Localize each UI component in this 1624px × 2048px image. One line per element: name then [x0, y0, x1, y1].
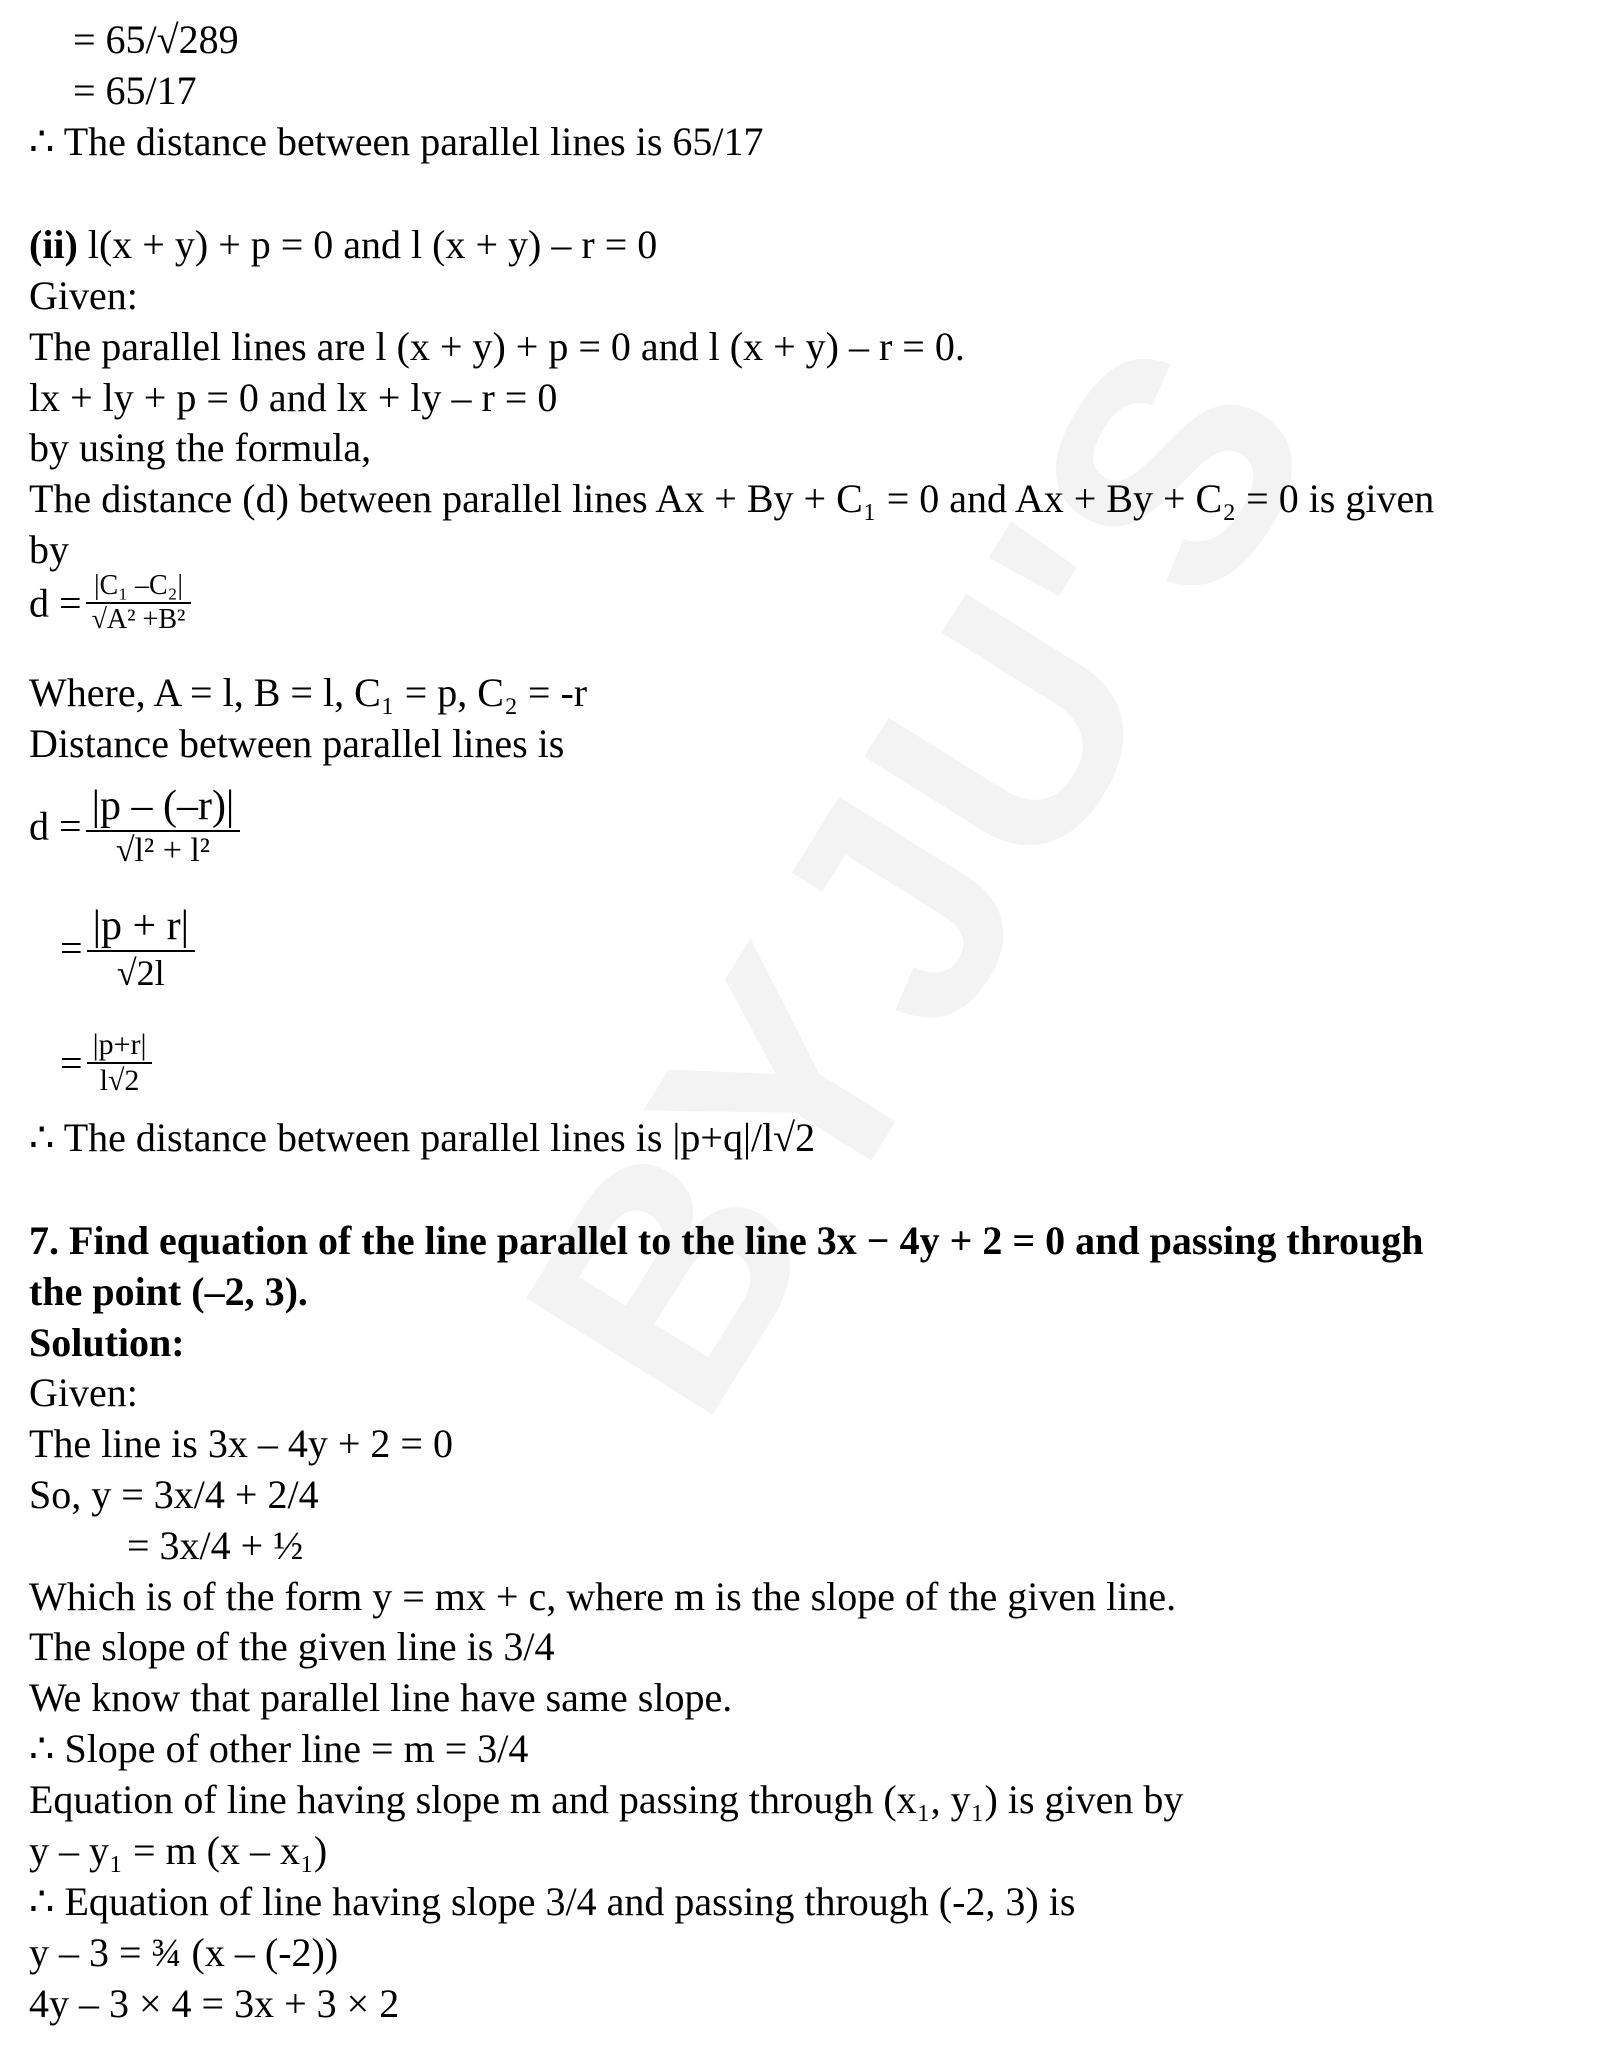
- subpart-equation: l(x + y) + p = 0 and l (x + y) – r = 0: [87, 222, 658, 267]
- text-line: lx + ly + p = 0 and lx + ly – r = 0: [29, 375, 558, 420]
- text-line: y – 3 = ¾ (x – (-2)): [29, 1930, 339, 1975]
- text-line: The distance (d) between parallel lines Ax + By + C₁ = 0 and Ax + By + C₂ = 0 is given: [29, 476, 1435, 521]
- text-line: The line is 3x – 4y + 2 = 0: [29, 1421, 453, 1466]
- formula-lhs: d =: [29, 803, 82, 849]
- text-line: Given:: [29, 273, 138, 318]
- question-heading: the point (–2, 3).: [29, 1269, 308, 1314]
- text-line: = 65/17: [73, 68, 197, 113]
- text-line: = 65/√289: [73, 17, 239, 62]
- text-line: Given:: [29, 1370, 138, 1415]
- text-line: = 3x/4 + ½: [127, 1523, 304, 1568]
- formula-denominator: l√2: [87, 1062, 153, 1098]
- text-line: ∴ The distance between parallel lines is |p+q|/l√2: [29, 1115, 816, 1160]
- distance-calculation-step: [60, 902, 195, 994]
- distance-formula: [29, 570, 191, 636]
- text-line: The slope of the given line is 3/4: [29, 1624, 555, 1669]
- formula-fraction: [86, 782, 241, 870]
- text-line: Equation of line having slope m and passing through (x₁, y₁) is given by: [29, 1777, 1184, 1822]
- formula-lhs: =: [60, 925, 83, 971]
- formula-denominator: √2l: [87, 950, 196, 994]
- formula-denominator: √l² + l²: [86, 830, 241, 870]
- formula-denominator: √A² +B²: [86, 602, 192, 636]
- formula-lhs: =: [60, 1040, 83, 1086]
- subpart-heading: [29, 220, 657, 270]
- formula-numerator: |p – (–r)|: [91, 783, 235, 829]
- formula-numerator: |p+r|: [92, 1028, 147, 1061]
- question-heading: 7. Find equation of the line parallel to the line 3x − 4y + 2 = 0 and passing through: [29, 1218, 1424, 1263]
- text-line: So, y = 3x/4 + 2/4: [29, 1472, 319, 1517]
- distance-calculation-step: [60, 1028, 152, 1098]
- text-line: Which is of the form y = mx + c, where m is the slope of the given line.: [29, 1574, 1177, 1619]
- formula-numerator: |p + r|: [92, 903, 190, 949]
- text-line: by: [29, 527, 69, 572]
- formula-fraction: [86, 570, 192, 636]
- text-line: Distance between parallel lines is: [29, 721, 565, 766]
- subpart-label: (ii): [29, 222, 78, 267]
- formula-fraction: [87, 902, 196, 994]
- text-line: ∴ Equation of line having slope 3/4 and passing through (-2, 3) is: [29, 1879, 1076, 1924]
- formula-lhs: d =: [29, 580, 82, 626]
- watermark: [451, 277, 1388, 1472]
- text-line: 4y – 3 × 4 = 3x + 3 × 2: [29, 1981, 400, 2026]
- solution-heading: Solution:: [29, 1320, 185, 1365]
- text-line: y – y₁ = m (x – x₁): [29, 1828, 328, 1873]
- distance-calculation: [29, 782, 240, 870]
- text-line: We know that parallel line have same slope.: [29, 1675, 733, 1720]
- formula-numerator: |C₁ –C₂|: [93, 570, 184, 601]
- text-line: ∴ Slope of other line = m = 3/4: [29, 1726, 529, 1771]
- text-line: Where, A = l, B = l, C₁ = p, C₂ = -r: [29, 670, 588, 715]
- text-line: by using the formula,: [29, 425, 372, 470]
- text-line: ∴ The distance between parallel lines is 65/17: [29, 119, 764, 164]
- formula-fraction: [87, 1028, 153, 1098]
- text-line: The parallel lines are l (x + y) + p = 0 and l (x + y) – r = 0.: [29, 324, 965, 369]
